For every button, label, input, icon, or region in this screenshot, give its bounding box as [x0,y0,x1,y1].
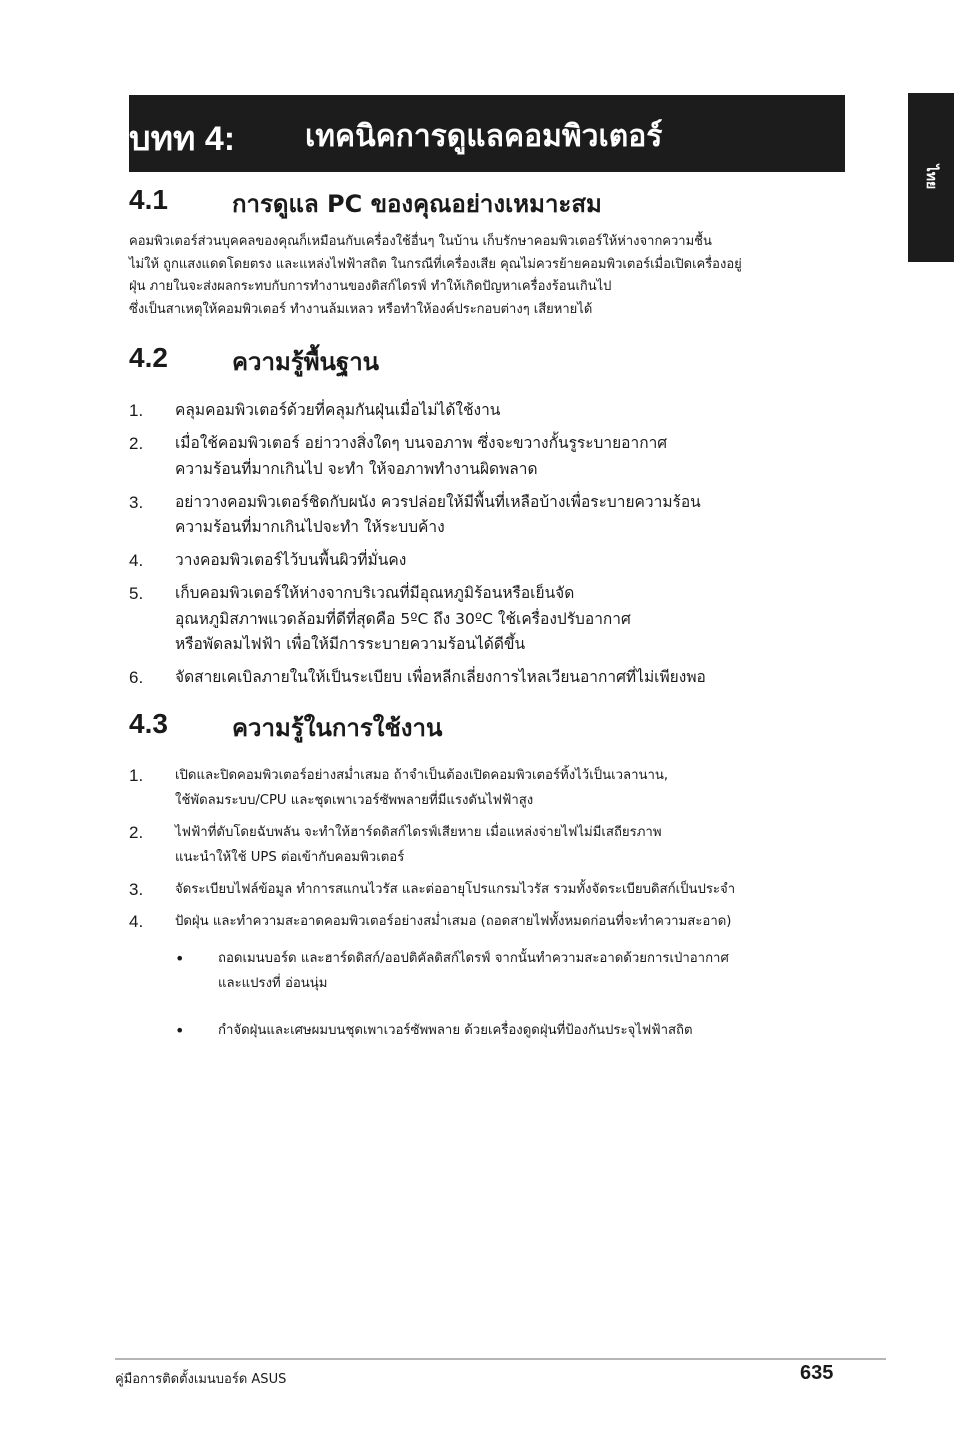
chapter-number: บทท 4: [129,120,236,158]
bullet-mark: • [175,949,185,968]
list-item-number: 1. [129,401,144,420]
list-item-text: หรือพัดลมไฟฟ้า เพื่อให้มีการระบายความร้อนได้ดีขึ้น [175,635,526,653]
basics-list [129,398,849,698]
usage-list [129,763,849,941]
list-item-text: คลุมคอมพิวเตอร์ด้วยที่คลุมกันฝุ่นเมื่อไม่ได้ใช้งาน [175,401,501,419]
cleaning-bullets-2 [175,1018,855,1043]
list-item-number: 4. [129,912,144,931]
section-heading-4-3 [129,708,849,748]
list-item-text: อย่าวางคอมพิวเตอร์ชิดกับผนัง ควรปล่อยให้มีพื้นที่เหลือบ้างเพื่อระบายความร้อน [175,492,701,511]
list-item [129,877,849,902]
list-item-text: แนะนำให้ใช้ UPS ต่อเข้ากับคอมพิวเตอร์ [175,850,405,865]
section-title: การดูแล PC ของคุณอย่างเหมาะสม [232,190,602,218]
bullet-item [175,1018,855,1043]
paragraph-line: ฝุ่น ภายในจะส่งผลกระทบกับการทำงานของดิสก์ไดรฟ์ ทำให้เกิดปัญหาเครื่องร้อนเกินไป [129,279,612,295]
list-item-number: 5. [129,584,144,603]
section-heading-4-2 [129,342,849,382]
bullet-text: และแปรงที่ อ่อนนุ่ม [218,976,328,991]
list-item-text: วางคอมพิวเตอร์ไว้บนพื้นผิวที่มั่นคง [175,551,407,569]
list-item-number: 6. [129,668,144,687]
list-item-number: 1. [129,766,144,785]
page-number: 635 [800,1362,834,1384]
list-item-text: ใช้พัดลมระบบ/CPU และชุดเพาเวอร์ซัพพลายที่มีแรงดันไฟฟ้าสูง [175,793,534,808]
section-4-1-paragraph [129,231,845,321]
list-item-text: เปิดและปิดคอมพิวเตอร์อย่างสม่ำเสมอ ถ้าจำเป็นต้องเปิดคอมพิวเตอร์ทิ้งไว้เป็นเวลานาน, [175,768,669,783]
list-item [129,431,849,482]
list-item-text: เมื่อใช้คอมพิวเตอร์ อย่าวางสิ่งใดๆ บนจอภาพ ซึ่งจะขวางกั้นรูระบายอากาศ [175,434,668,452]
list-item [129,665,849,691]
list-item-text: ปัดฝุ่น และทำความสะอาดคอมพิวเตอร์อย่างสม่ำเสมอ (ถอดสายไฟทั้งหมดก่อนที่จะทำความสะอาด) [175,914,732,929]
section-heading-4-1 [129,184,849,224]
list-item [129,548,849,574]
bullet-mark: • [175,1021,185,1040]
bullet-text: ถอดเมนบอร์ด และฮาร์ดดิสก์/ออปติคัลดิสก์ไดรฟ์ จากนั้นทำความสะอาดด้วยการเป่าอากาศ [218,951,729,966]
bullet-item [175,946,855,996]
list-item-text: เก็บคอมพิวเตอร์ให้ห่างจากบริเวณที่มีอุณหภูมิร้อนหรือเย็นจัด [175,584,575,602]
list-item [129,763,849,813]
paragraph-line: คอมพิวเตอร์ส่วนบุคคลของคุณก็เหมือนกับเครื่องใช้อื่นๆ ในบ้าน เก็บรักษาคอมพิวเตอร์ให้ห่างจากความชื้น [129,234,712,249]
chapter-header [129,95,845,172]
list-item-number: 3. [129,492,144,512]
language-tab-label: ไทย [923,164,939,190]
bullet-text: กำจัดฝุ่นและเศษผมบนชุดเพาเวอร์ซัพพลาย ด้วยเครื่องดูดฝุ่นที่ป้องกันประจุไฟฟ้าสถิต [218,1023,693,1038]
list-item-number: 2. [129,434,144,453]
section-number: 4.1 [129,184,168,215]
list-item-text: ความร้อนที่มากเกินไปจะทำ ให้ระบบค้าง [175,518,445,536]
language-tab [908,93,954,262]
chapter-title: เทคนิคการดูแลคอมพิวเตอร์ [305,119,663,154]
list-item [129,490,849,541]
list-item-text: จัดสายเคเบิลภายในให้เป็นระเบียบ เพื่อหลีกเลี่ยงการไหลเวียนอากาศที่ไม่เพียงพอ [175,668,706,686]
list-item-text: จัดระเบียบไฟล์ข้อมูล ทำการสแกนไวรัส และต่ออายุโปรแกรมไวรัส รวมทั้งจัดระเบียบดิสก์เป็นประจำ [175,882,736,897]
section-number: 4.3 [129,708,168,739]
paragraph-line: ซึ่งเป็นสาเหตุให้คอมพิวเตอร์ ทำงานล้มเหลว หรือทำให้องค์ประกอบต่างๆ เสียหายได้ [129,301,593,317]
list-item-text: ไฟฟ้าที่ดับโดยฉับพลัน จะทำให้ฮาร์ดดิสก์ไดรฟ์เสียหาย เมื่อแหล่งจ่ายไฟไม่มีเสถียรภาพ [175,825,662,840]
list-item-text: ความร้อนที่มากเกินไป จะทำ ให้จอภาพทำงานผิดพลาด [175,459,538,478]
footer-manual-title: คู่มือการติดตั้งเมนบอร์ด ASUS [115,1372,287,1387]
footer-divider [115,1358,886,1360]
list-item-text: อุณหภูมิสภาพแวดล้อมที่ดีที่สุดคือ 5ºC ถึง 30ºC ใช้เครื่องปรับอากาศ [175,609,631,628]
list-item [129,820,849,870]
list-item-number: 3. [129,880,144,899]
section-number: 4.2 [129,342,168,373]
list-item [129,398,849,424]
list-item-number: 2. [129,823,144,842]
section-title: ความรู้ในการใช้งาน [232,714,443,742]
list-item [129,909,849,934]
paragraph-line: ไม่ให้ ถูกแสงแดดโดยตรง และแหล่งไฟฟ้าสถิต ในกรณีที่เครื่องเสีย คุณไม่ควรย้ายคอมพิวเตอร์เมื่อเปิดเครื่องอยู่ [129,256,742,272]
list-item [129,581,849,658]
list-item-number: 4. [129,551,144,570]
section-title: ความรู้พื้นฐาน [232,348,380,376]
cleaning-bullets [175,946,855,996]
